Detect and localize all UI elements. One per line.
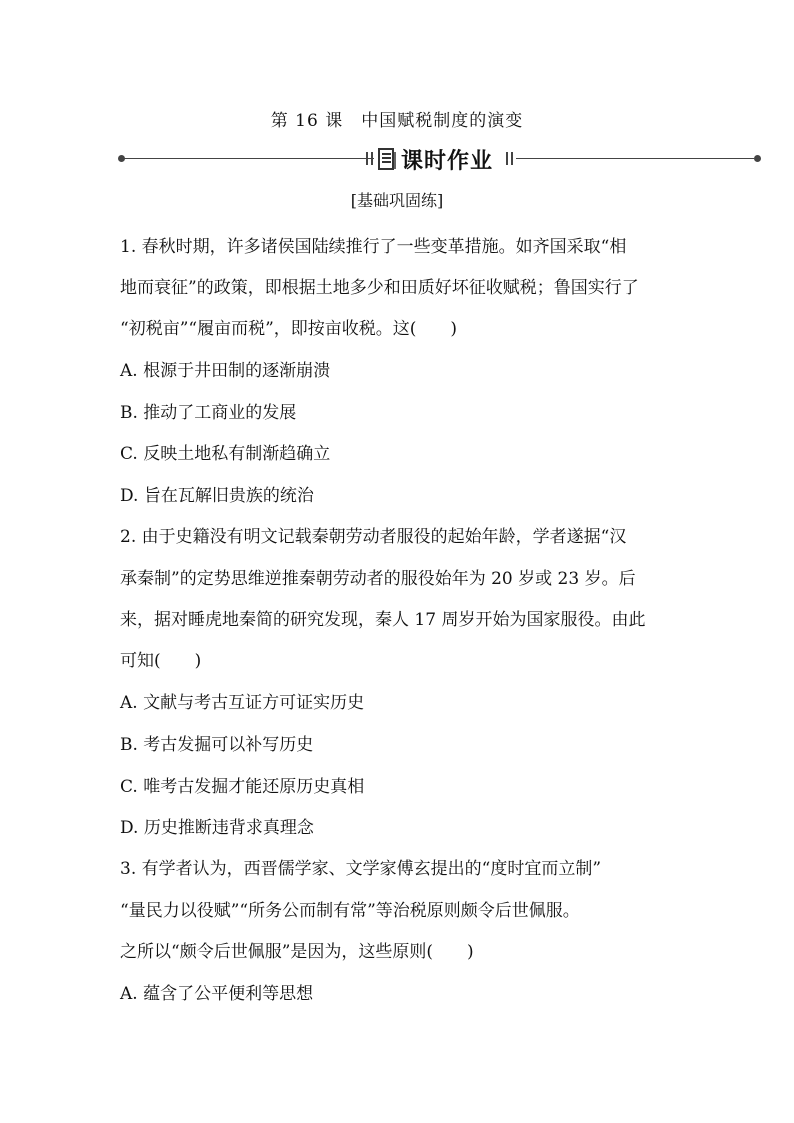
question-2-line-2: 承秦制”的定势思维逆推秦朝劳动者的服役始年为 20 岁或 23 岁。后 xyxy=(120,569,636,589)
question-1-line-3: “初税亩”“履亩而税”，即按亩收税。这( ) xyxy=(120,319,458,339)
question-1-line-1: 1. 春秋时期，许多诸侯国陆续推行了一些变革措施。如齐国采取“相 xyxy=(120,237,627,257)
banner-rule-left xyxy=(122,158,374,159)
question-2-option-d: D. 历史推断违背求真理念 xyxy=(120,818,314,838)
book-icon xyxy=(377,147,397,171)
lesson-title: 第 16 课 中国赋税制度的演变 xyxy=(270,111,524,131)
banner-dot-right xyxy=(754,155,761,162)
question-1-line-2: 地而衰征”的政策，即根据土地多少和田质好坏征收赋税；鲁国实行了 xyxy=(120,278,639,298)
banner-tick xyxy=(511,152,513,165)
question-1-option-a: A. 根源于井田制的逐渐崩溃 xyxy=(120,361,331,381)
question-1-option-b: B. 推动了工商业的发展 xyxy=(120,403,297,423)
banner-tick xyxy=(371,152,373,165)
question-1-option-c: C. 反映土地私有制渐趋确立 xyxy=(120,444,331,464)
banner-rule-right xyxy=(516,158,754,159)
question-2-line-4: 可知( ) xyxy=(120,651,202,671)
banner-tick xyxy=(506,152,508,165)
question-2-option-a: A. 文献与考古互证方可证实历史 xyxy=(120,693,365,713)
question-3-option-a: A. 蕴含了公平便利等思想 xyxy=(120,984,314,1004)
question-3-line-2: “量民力以役赋”“所务公而制有常”等治税原则颇令后世佩服。 xyxy=(120,901,580,921)
question-2-option-b: B. 考古发掘可以补写历史 xyxy=(120,735,314,755)
banner-tick xyxy=(366,152,368,165)
question-2-line-1: 2. 由于史籍没有明文记载秦朝劳动者服役的起始年龄，学者遂据“汉 xyxy=(120,527,627,547)
question-3-line-3: 之所以“颇令后世佩服”是因为，这些原则( ) xyxy=(120,942,474,962)
section-heading: [基础巩固练] xyxy=(350,191,444,210)
question-2-line-3: 来，据对睡虎地秦简的研究发现，秦人 17 周岁开始为国家服役。由此 xyxy=(120,610,646,630)
question-3-line-1: 3. 有学者认为，西晋儒学家、文学家傅玄提出的“度时宜而立制” xyxy=(120,859,602,879)
question-1-option-d: D. 旨在瓦解旧贵族的统治 xyxy=(120,486,314,506)
section-banner xyxy=(118,142,763,176)
banner-label: 课时作业 xyxy=(401,149,494,174)
question-2-option-c: C. 唯考古发掘才能还原历史真相 xyxy=(120,777,365,797)
